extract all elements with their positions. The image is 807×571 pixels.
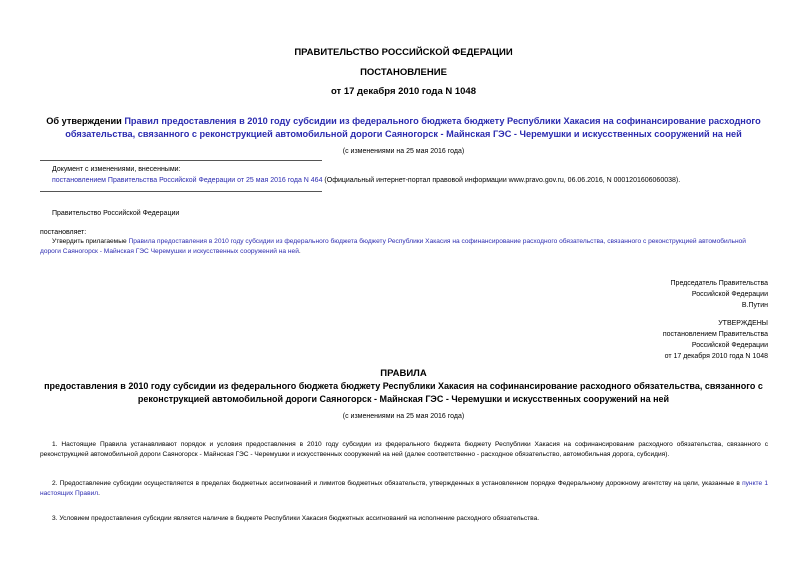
rules-paragraph-2 (40, 479, 768, 500)
divider-bottom (40, 191, 322, 192)
approved-date: от 17 декабря 2010 года N 1048 (664, 353, 768, 360)
title-prefix: Об утверждении (46, 116, 125, 126)
p2-point-link[interactable]: пункте 1 настоящих Правил (40, 480, 768, 498)
document-date-number: от 17 декабря 2010 года N 1048 (330, 86, 476, 97)
government-name: ПРАВИТЕЛЬСТВО РОССИЙСКОЙ ФЕДЕРАЦИИ (294, 47, 513, 58)
p2-suffix: . (98, 490, 100, 498)
approved-organization: Российской Федерации (691, 342, 768, 349)
document-type: ПОСТАНОВЛЕНИЕ (360, 67, 447, 78)
rules-subheading: предоставления в 2010 году субсидии из федерального бюджета бюджету Республики Хакасия на софинансирование расходного обязательства, связанного с реконструкцией автомобильной дороги Саяногорск - Майнская ГЭС - Черемушки и искусственных сооружений на ней (44, 381, 763, 404)
amended-note: (с изменениями на 25 мая 2016 года) (342, 148, 465, 155)
rules-paragraph-1: 1. Настоящие Правила устанавливают порядок и условия предоставления в 2010 году субсидии из федерального бюджета бюджету Республики Хакасия на софинансирование расходного обязательства, связанного с реконструкцией автомобильной дороги Саяногорск - Майнская ГЭС - Черемушки и искусственных сооружений на ней (далее соответственно - расходное обязательство, автомобильная дорога, субсидия). (40, 441, 768, 459)
approve-prefix: Утвердить прилагаемые (52, 238, 129, 245)
approved-block (460, 318, 768, 362)
divider-top (40, 160, 322, 161)
approved-title: УТВЕРЖДЕНЫ (718, 320, 768, 327)
approve-suffix: . (298, 248, 301, 256)
rules-amended-note: (с изменениями на 25 мая 2016 года) (342, 413, 465, 420)
p2-prefix: 2. Предоставление субсидии осуществляется в пределах бюджетных ассигнований и лимитов бюджетных обязательств, утвержденных в установленном порядке Федеральному дорожному агентству на цели, указанные в (52, 480, 743, 487)
document-title (40, 115, 767, 141)
approved-by: постановлением Правительства (662, 331, 768, 338)
preamble-actor: Правительство Российской Федерации (52, 210, 180, 217)
signature-block (460, 278, 768, 311)
changes-line (52, 175, 792, 186)
signature-organization: Российской Федерации (691, 291, 768, 298)
changes-label: Документ с изменениями, внесенными: (52, 166, 181, 173)
rules-heading: ПРАВИЛА (380, 368, 427, 379)
changes-link[interactable]: постановлением Правительства Российской Федерации от 25 мая 2016 года N 464 (52, 177, 323, 184)
preamble-approve (40, 237, 768, 258)
rules-paragraph-3: 3. Условием предоставления субсидии является наличие в бюджете Республики Хакасия бюджетных ассигнований на исполнение расходного обязательства. (52, 515, 540, 522)
preamble-decides: постановляет: (40, 229, 87, 236)
signature-name: В.Путин (741, 302, 768, 309)
approve-rules-link[interactable]: Правила предоставления в 2010 году субсидии из федерального бюджета бюджету Республики Хакасия на софинансирование расходного обязательства, связанного с реконструкцией автомобильной дороги Саяногорск - Майнская ГЭС Черемушки и искусственных сооружений на ней (40, 238, 746, 256)
title-rules-link[interactable]: Правил предоставления в 2010 году субсидии из федерального бюджета бюджету Республики Хакасия на софинансирование расходного обязательства, связанного с реконструкцией автомобильной дороги Саяногорск - Майнская ГЭС - Черемушки и искусственных сооружений на ней (65, 116, 761, 139)
signature-position: Председатель Правительства (670, 280, 768, 287)
changes-source: (Официальный интернет-портал правовой информации www.pravo.gov.ru, 06.06.2016, N 0001201606060038). (322, 177, 681, 184)
